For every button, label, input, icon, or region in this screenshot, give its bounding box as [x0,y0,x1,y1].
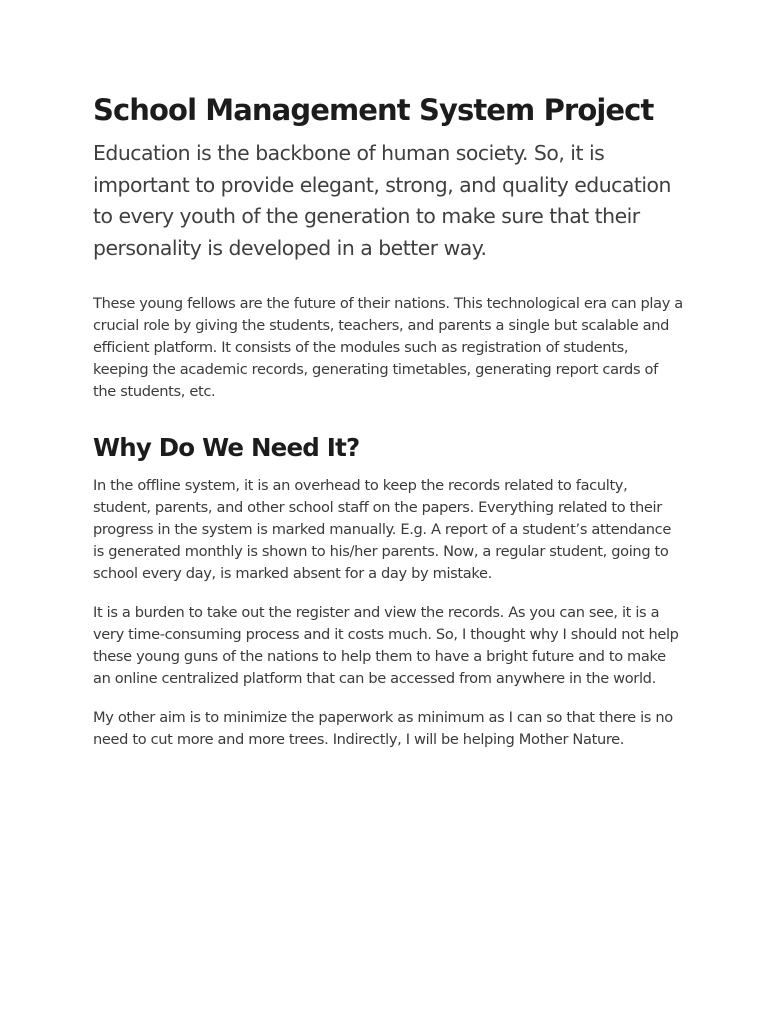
section-paragraph-2: It is a burden to take out the register and view the records. As you can see, it is a very time-consuming process and it costs much. So, I thought why I should not help these young guns of the nations to help them to have a bright future and to make an online centralized platform that can be accessed from anywhere in the world. [93,604,679,687]
document-page [93,88,683,751]
section-paragraph-1: In the offline system, it is an overhead to keep the records related to faculty, student, parents, and other school staff on the papers. Everything related to their progress in the system is marked manually. E.g. A report of a student’s attendance is generated monthly is shown to his/her parents. Now, a regular student, going to school every day, is marked absent for a day by mistake. [93,477,671,582]
page-title: School Management System Project [93,93,654,127]
section-paragraph-3: My other aim is to minimize the paperwork as minimum as I can so that there is no need to cut more and more trees. Indirectly, I will be helping Mother Nature. [93,709,673,748]
intro-paragraph: These young fellows are the future of their nations. This technological era can play a crucial role by giving the students, teachers, and parents a single but scalable and efficient platform. It consists of the modules such as registration of students, keeping the academic records, generating timetables, generating report cards of the students, etc. [93,295,683,400]
lead-paragraph: Education is the backbone of human society. So, it is important to provide elegant, strong, and quality education to every youth of the generation to make sure that their personality is developed in a better way. [93,141,671,260]
section-heading: Why Do We Need It? [93,433,360,462]
